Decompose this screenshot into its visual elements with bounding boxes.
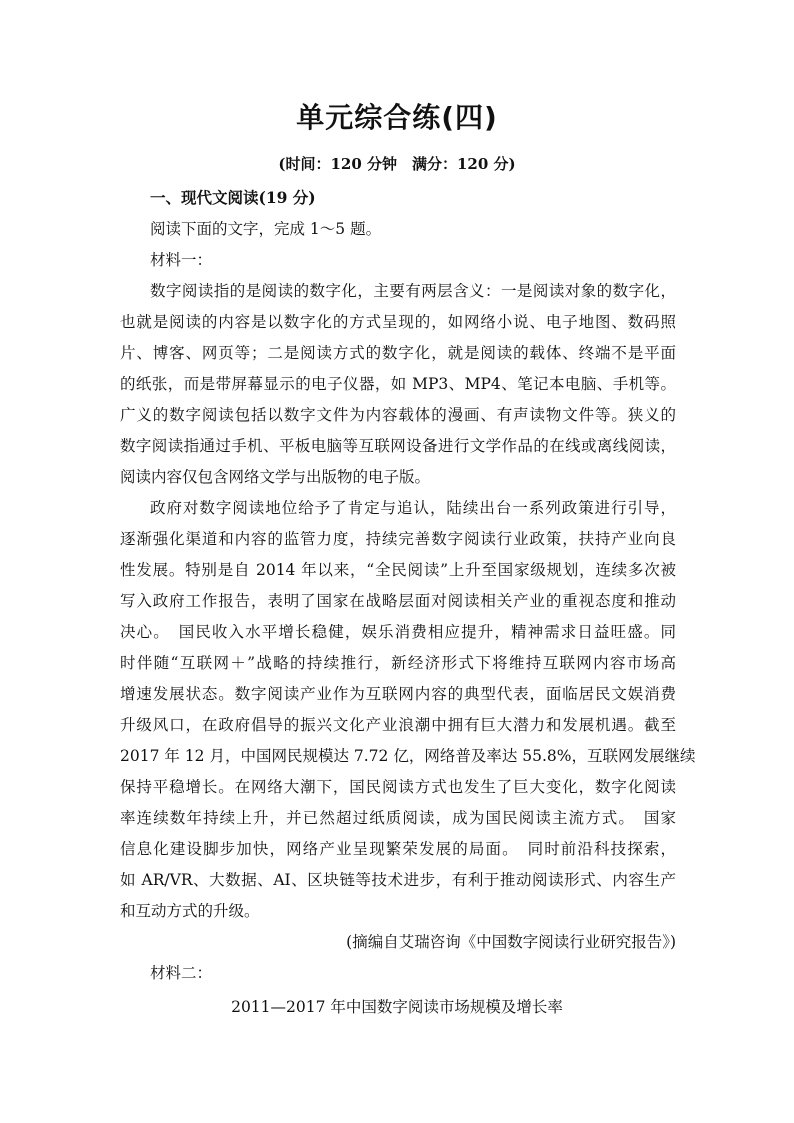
paragraph-line: 广义的数字阅读包括以数字文件为内容载体的漫画、有声读物文件等。狭义的 [120, 406, 676, 424]
material-2-label: 材料二： [150, 964, 213, 982]
paragraph-line: 数字阅读指通过手机、平板电脑等互联网设备进行文学作品的在线或离线阅读， [120, 437, 676, 455]
paragraph-line: 片、博客、网页等；二是阅读方式的数字化，就是阅读的载体、终端不是平面 [120, 344, 676, 362]
paragraph-line: 政府对数字阅读地位给予了肯定与追认，陆续出台一系列政策进行引导， [150, 499, 676, 517]
source-citation: (摘编自艾瑞咨询《中国数字阅读行业研究报告》) [346, 933, 676, 951]
paragraph-line: 率连续数年持续上升，并已然超过纸质阅读，成为国民阅读主流方式。 国家 [120, 809, 676, 827]
paragraph-line: 写入政府工作报告，表明了国家在战略层面对阅读相关产业的重视态度和推动 [120, 592, 676, 610]
paragraph-line: 升级风口，在政府倡导的振兴文化产业浪潮中拥有巨大潜力和发展机遇。截至 [120, 716, 676, 734]
chart-title: 2011—2017 年中国数字阅读市场规模及增长率 [231, 998, 563, 1016]
material-1-label: 材料一： [150, 251, 213, 269]
instruction-text: 阅读下面的文字，完成 1～5 题。 [150, 220, 382, 238]
paragraph-line: 数字阅读指的是阅读的数字化，主要有两层含义：一是阅读对象的数字化， [150, 282, 676, 300]
section-heading: 一、现代文阅读(19 分) [150, 188, 316, 207]
paragraph-line: 逐渐强化渠道和内容的监管力度，持续完善数字阅读行业政策，扶持产业向良 [120, 530, 676, 548]
paragraph-line: 也就是阅读的内容是以数字化的方式呈现的，如网络小说、电子地图、数码照 [120, 313, 676, 331]
paragraph-line: 如 AR/VR、大数据、AI、区块链等技术进步，有利于推动阅读形式、内容生产 [120, 871, 676, 889]
paragraph-line: 保持平稳增长。在网络大潮下，国民阅读方式也发生了巨大变化，数字化阅读 [120, 778, 676, 796]
paragraph-line: 决心。 国民收入水平增长稳健，娱乐消费相应提升，精神需求日益旺盛。同 [120, 623, 676, 641]
exam-info: (时间：120 分钟 满分：120 分) [278, 155, 516, 173]
paragraph-line: 阅读内容仅包含网络文学与出版物的电子版。 [120, 468, 431, 486]
paragraph-line: 信息化建设脚步加快，网络产业呈现繁荣发展的局面。 同时前沿科技探索， [120, 840, 676, 858]
page-title: 单元综合练(四) [296, 101, 498, 134]
paragraph-line: 的纸张，而是带屏幕显示的电子仪器，如 MP3、MP4、笔记本电脑、手机等。 [120, 375, 676, 393]
paragraph-line: 2017 年 12 月，中国网民规模达 7.72 亿，网络普及率达 55.8%，互联网发展继续 [120, 747, 696, 765]
paragraph-line: 时伴随“互联网＋”战略的持续推行，新经济形式下将维持互联网内容市场高 [120, 654, 676, 672]
paragraph-line: 性发展。特别是自 2014 年以来，“全民阅读”上升至国家级规划，连续多次被 [120, 561, 676, 579]
paragraph-line: 增速发展状态。数字阅读产业作为互联网内容的典型代表，面临居民文娱消费 [120, 685, 676, 703]
paragraph-line: 和互动方式的升级。 [120, 902, 260, 920]
